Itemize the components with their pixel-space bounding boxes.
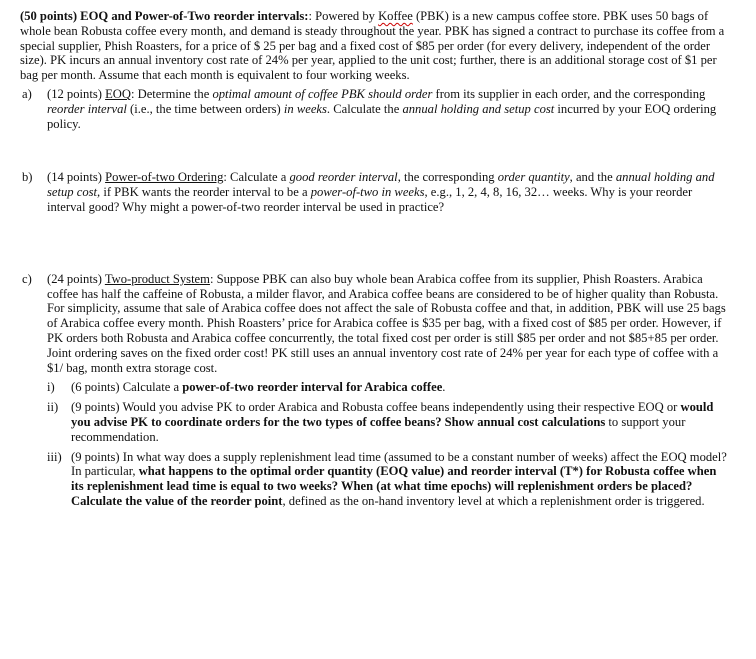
brand-name: Koffee xyxy=(378,9,413,23)
part-c-points: (24 points) xyxy=(47,271,105,286)
problem-title: (50 points) EOQ and Power-of-Two reorder intervals xyxy=(20,9,305,23)
subquestion-iii-label: iii) xyxy=(47,449,62,464)
part-c-subquestions xyxy=(47,380,728,508)
part-c-label: c) xyxy=(22,271,32,286)
subquestion-ii-label: ii) xyxy=(47,400,59,415)
subquestion-ii: ii) (9 points) Would you advise PK to order Arabica and Robusta coffee beans independently using their respective EOQ or would you advise PK to coordinate orders for the two types of coffee beans? Show annual cost calculations to support your recommendation. xyxy=(47,400,714,444)
part-a-title: EOQ xyxy=(105,86,131,101)
problem-intro: (50 points) EOQ and Power-of-Two reorder intervals:: Powered by Koffee (PBK) is a new campus coffee store. PBK uses 50 bags of whole bean Robusta coffee every month, and demand is steady throughout the year. PBK has signed a contract to purchase its coffee from a special supplier, Phish Roasters, for a price of $ 25 per bag and a fixed cost of $85 per order (for every delivery, independent of the order size). PK incurs an annual inventory cost rate of 24% per year, applied to the unit cost; further, there is an additional storage cost of $1 per bag per month. Assume that each month is equivalent to four working weeks. xyxy=(20,9,725,83)
part-c-body: (24 points) Two-product System: Suppose PBK can also buy whole bean Arabica coffee from its supplier, Phish Roasters. Arabica coffee has half the caffeine of Robusta, a milder flavor, and Arabica coffee beans are considered to be of higher quality than Robusta. For simplicity, assume that sale of Arabica coffee does not affect the sale of Robusta coffee and that, in addition, PBK will use 25 bags of Arabica coffee every month. Phish Roasters’ price for Arabica coffee is $35 per bag, with a fixed cost of $85 per order. However, if PK orders both Robusta and Arabica coffee concurrently, the total fixed cost per order is still $85 per order and not $85+85 per order. Joint ordering saves on the fixed order cost! PK still uses an annual inventory cost rate of 24% per year for each type of coffee with a $1/ bag, month extra storage cost. xyxy=(47,271,726,375)
part-c xyxy=(20,272,728,509)
part-a-points: (12 points) xyxy=(47,86,106,101)
intro-text-2: (PBK) is a new campus coffee store. PBK uses 50 bags of whole bean Robusta coffee every month, and demand is steady throughout the year. PBK has signed a contract to purchase its coffee from a special supplier, Phish Roasters, for a price of $ 25 per bag and a fixed cost of $85 per order (for every delivery, independent of the order size). PK incurs an annual inventory cost rate of 24% per year, applied to the unit cost; further, there is an additional storage cost of $1 per bag per month. Assume that each month is equivalent to four working weeks. xyxy=(20,9,725,83)
part-b-title: Power-of-two Ordering xyxy=(105,170,224,185)
part-a-label: a) xyxy=(22,86,32,101)
part-b: b) (14 points) Power-of-two Ordering: Calculate a good reorder interval, the corresponding order quantity, and the annual holding and setup cost, if PBK wants the reorder interval to be a power-of-two in weeks, e.g., 1, 2, 4, 8, 16, 32… weeks. Why is your reorder interval good? Why might a power-of-two reorder interval be used in practice? xyxy=(22,170,715,214)
intro-text-1: : Powered by xyxy=(308,9,379,23)
part-a: a) (12 points) EOQ: Determine the optimal amount of coffee PBK should order from its supplier in each order, and the corresponding reorder interval (i.e., the time between orders) in weeks. Calculate the annual holding and setup cost incurred by your EOQ ordering policy. xyxy=(22,86,717,131)
part-c-title: Two-product System xyxy=(104,271,210,286)
part-b-label: b) xyxy=(22,170,33,185)
subquestion-i: i) (6 points) Calculate a power-of-two reorder interval for Arabica coffee. xyxy=(47,380,446,395)
subquestion-i-label: i) xyxy=(47,380,55,395)
subquestion-iii: iii) (9 points) In what way does a supply replenishment lead time (assumed to be a constant number of weeks) affect the EOQ model? In particular, what happens to the optimal order quantity (EOQ value) and reorder interval (T*) for Robusta coffee when its replenishment lead time is equal to two weeks? When (at what time epochs) will replenishment orders be placed? Calculate the value of the reorder point, defined as the on-hand inventory level at which a replenishment order is triggered. xyxy=(47,449,727,508)
part-b-points: (14 points) xyxy=(47,170,106,185)
